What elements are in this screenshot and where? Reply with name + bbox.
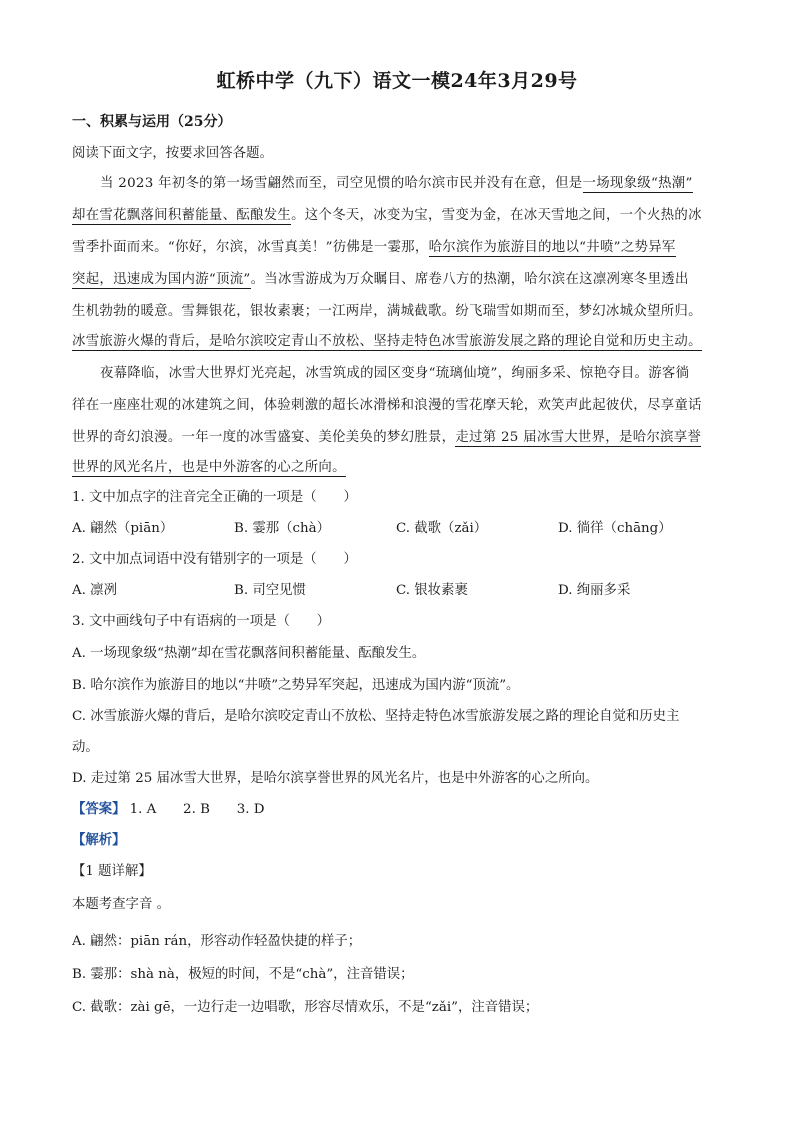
passage-line-9 (72, 426, 701, 445)
passage-text: 。这个冬天，冰变为宝，雪变为金，在冰天雪地之间，一个火热的冰 (291, 208, 702, 223)
analysis-option-a: A. 翩然：piān rán，形容动作轻盈快捷的样子； (72, 934, 362, 949)
question-3-option-d: D. 走过第 25 届冰雪大世界，是哈尔滨享誉世界的风光名片，也是中外游客的心之所向。 (72, 771, 599, 786)
question-1-option-a: A. 翩然（piān） (72, 521, 174, 536)
passage-line-1 (100, 172, 693, 191)
question-2-option-a: A. 凛冽 (72, 583, 117, 598)
question-3-stem: 3. 文中画线句子中有语病的一项是（ ） (72, 614, 331, 629)
passage-text: 世界的奇幻浪漫。一年一度的冰雪盛宴、美伦美奂的梦幻胜景， (72, 430, 456, 445)
underlined-sentence-b: 哈尔滨作为旅游目的地以“井喷”之势异军 (428, 240, 676, 255)
answer-values: 1. A 2. B 3. D (129, 802, 265, 817)
section-heading: 一、积累与运用（25分） (72, 114, 232, 130)
underlined-sentence-a: 一场现象级“热潮” (582, 176, 693, 191)
question-3-option-a: A. 一场现象级“热潮”却在雪花飘落间积蓄能量、酝酿发生。 (72, 646, 426, 661)
analysis-intro: 本题考查字音 。 (72, 897, 170, 912)
passage-text: 。当冰雪游成为万众瞩目、席卷八方的热潮，哈尔滨在这凛冽寒冬里透出 (250, 272, 689, 287)
instruction-text: 阅读下面文字，按要求回答各题。 (72, 146, 273, 161)
question-2-option-d: D. 绚丽多采 (558, 583, 631, 598)
passage-line-6 (72, 330, 702, 349)
underlined-sentence-a-cont: 却在雪花飘落间积蓄能量、酝酿发生 (72, 208, 292, 223)
analysis-label: 【解析】 (72, 832, 126, 848)
underlined-sentence-d-cont: 世界的风光名片，也是中外游客的心之所向。 (72, 460, 346, 475)
passage-line-8: 徉在一座座壮观的冰建筑之间，体验刺激的超长冰滑梯和浪漫的雪花摩天轮，欢笑声此起彼伏，尽享童话 (72, 398, 702, 413)
underlined-sentence-d: 走过第 25 届冰雪大世界，是哈尔滨享誉 (455, 430, 702, 445)
passage-text: 雪季扑面而来。“你好，尔滨，冰雪真美！”彷佛是一霎那， (72, 240, 429, 255)
question-3-option-b: B. 哈尔滨作为旅游目的地以“井喷”之势异军突起，迅速成为国内游“顶流”。 (72, 678, 520, 693)
passage-line-2 (72, 204, 702, 223)
underlined-sentence-c: 冰雪旅游火爆的背后，是哈尔滨咬定青山不放松、坚持走特色冰雪旅游发展之路的理论自觉和历史主动。 (72, 334, 702, 349)
answer-line (72, 798, 264, 817)
question-1-option-c: C. 截歌（zǎi） (396, 521, 488, 536)
question-2-stem: 2. 文中加点词语中没有错别字的一项是（ ） (72, 552, 357, 567)
question-2-option-b: B. 司空见惯 (234, 583, 306, 598)
passage-line-10 (72, 456, 346, 475)
analysis-option-c: C. 截歌：zài gē，一边行走一边唱歌，形容尽情欢乐，不是“zǎi”，注音错误； (72, 1000, 539, 1015)
question-3-option-c: C. 冰雪旅游火爆的背后，是哈尔滨咬定青山不放松、坚持走特色冰雪旅游发展之路的理论自觉和历史主 (72, 709, 680, 724)
passage-line-7: 夜幕降临，冰雪大世界灯光亮起，冰雪筑成的园区变身“琉璃仙境”，绚丽多采、惊艳夺目。游客徜 (100, 366, 690, 381)
question-3-option-c-cont: 动。 (72, 740, 99, 755)
passage-line-5: 生机勃勃的暖意。雪舞银花，银妆素裹；一江两岸，满城截歌。纷飞瑞雪如期而至，梦幻冰城众望所归。 (72, 304, 702, 319)
passage-line-4 (72, 268, 689, 287)
question-1-option-d: D. 徜徉（chāng） (558, 521, 672, 536)
analysis-subheading: 【1 题详解】 (72, 864, 152, 879)
page-title: 虹桥中学（九下）语文一模24年3月29号 (216, 70, 578, 92)
question-2-option-c: C. 银妆素裹 (396, 583, 468, 598)
passage-text: 当 2023 年初冬的第一场雪翩然而至，司空见惯的哈尔滨市民并没有在意，但是 (100, 176, 583, 191)
underlined-sentence-b-cont: 突起，迅速成为国内游“顶流” (72, 272, 251, 287)
answer-label: 【答案】 (72, 801, 126, 817)
passage-line-3 (72, 236, 676, 255)
question-1-option-b: B. 霎那（chà） (234, 521, 331, 536)
question-1-stem: 1. 文中加点字的注音完全正确的一项是（ ） (72, 490, 357, 505)
analysis-option-b: B. 霎那：shà nà，极短的时间，不是“chà”，注音错误； (72, 967, 414, 982)
